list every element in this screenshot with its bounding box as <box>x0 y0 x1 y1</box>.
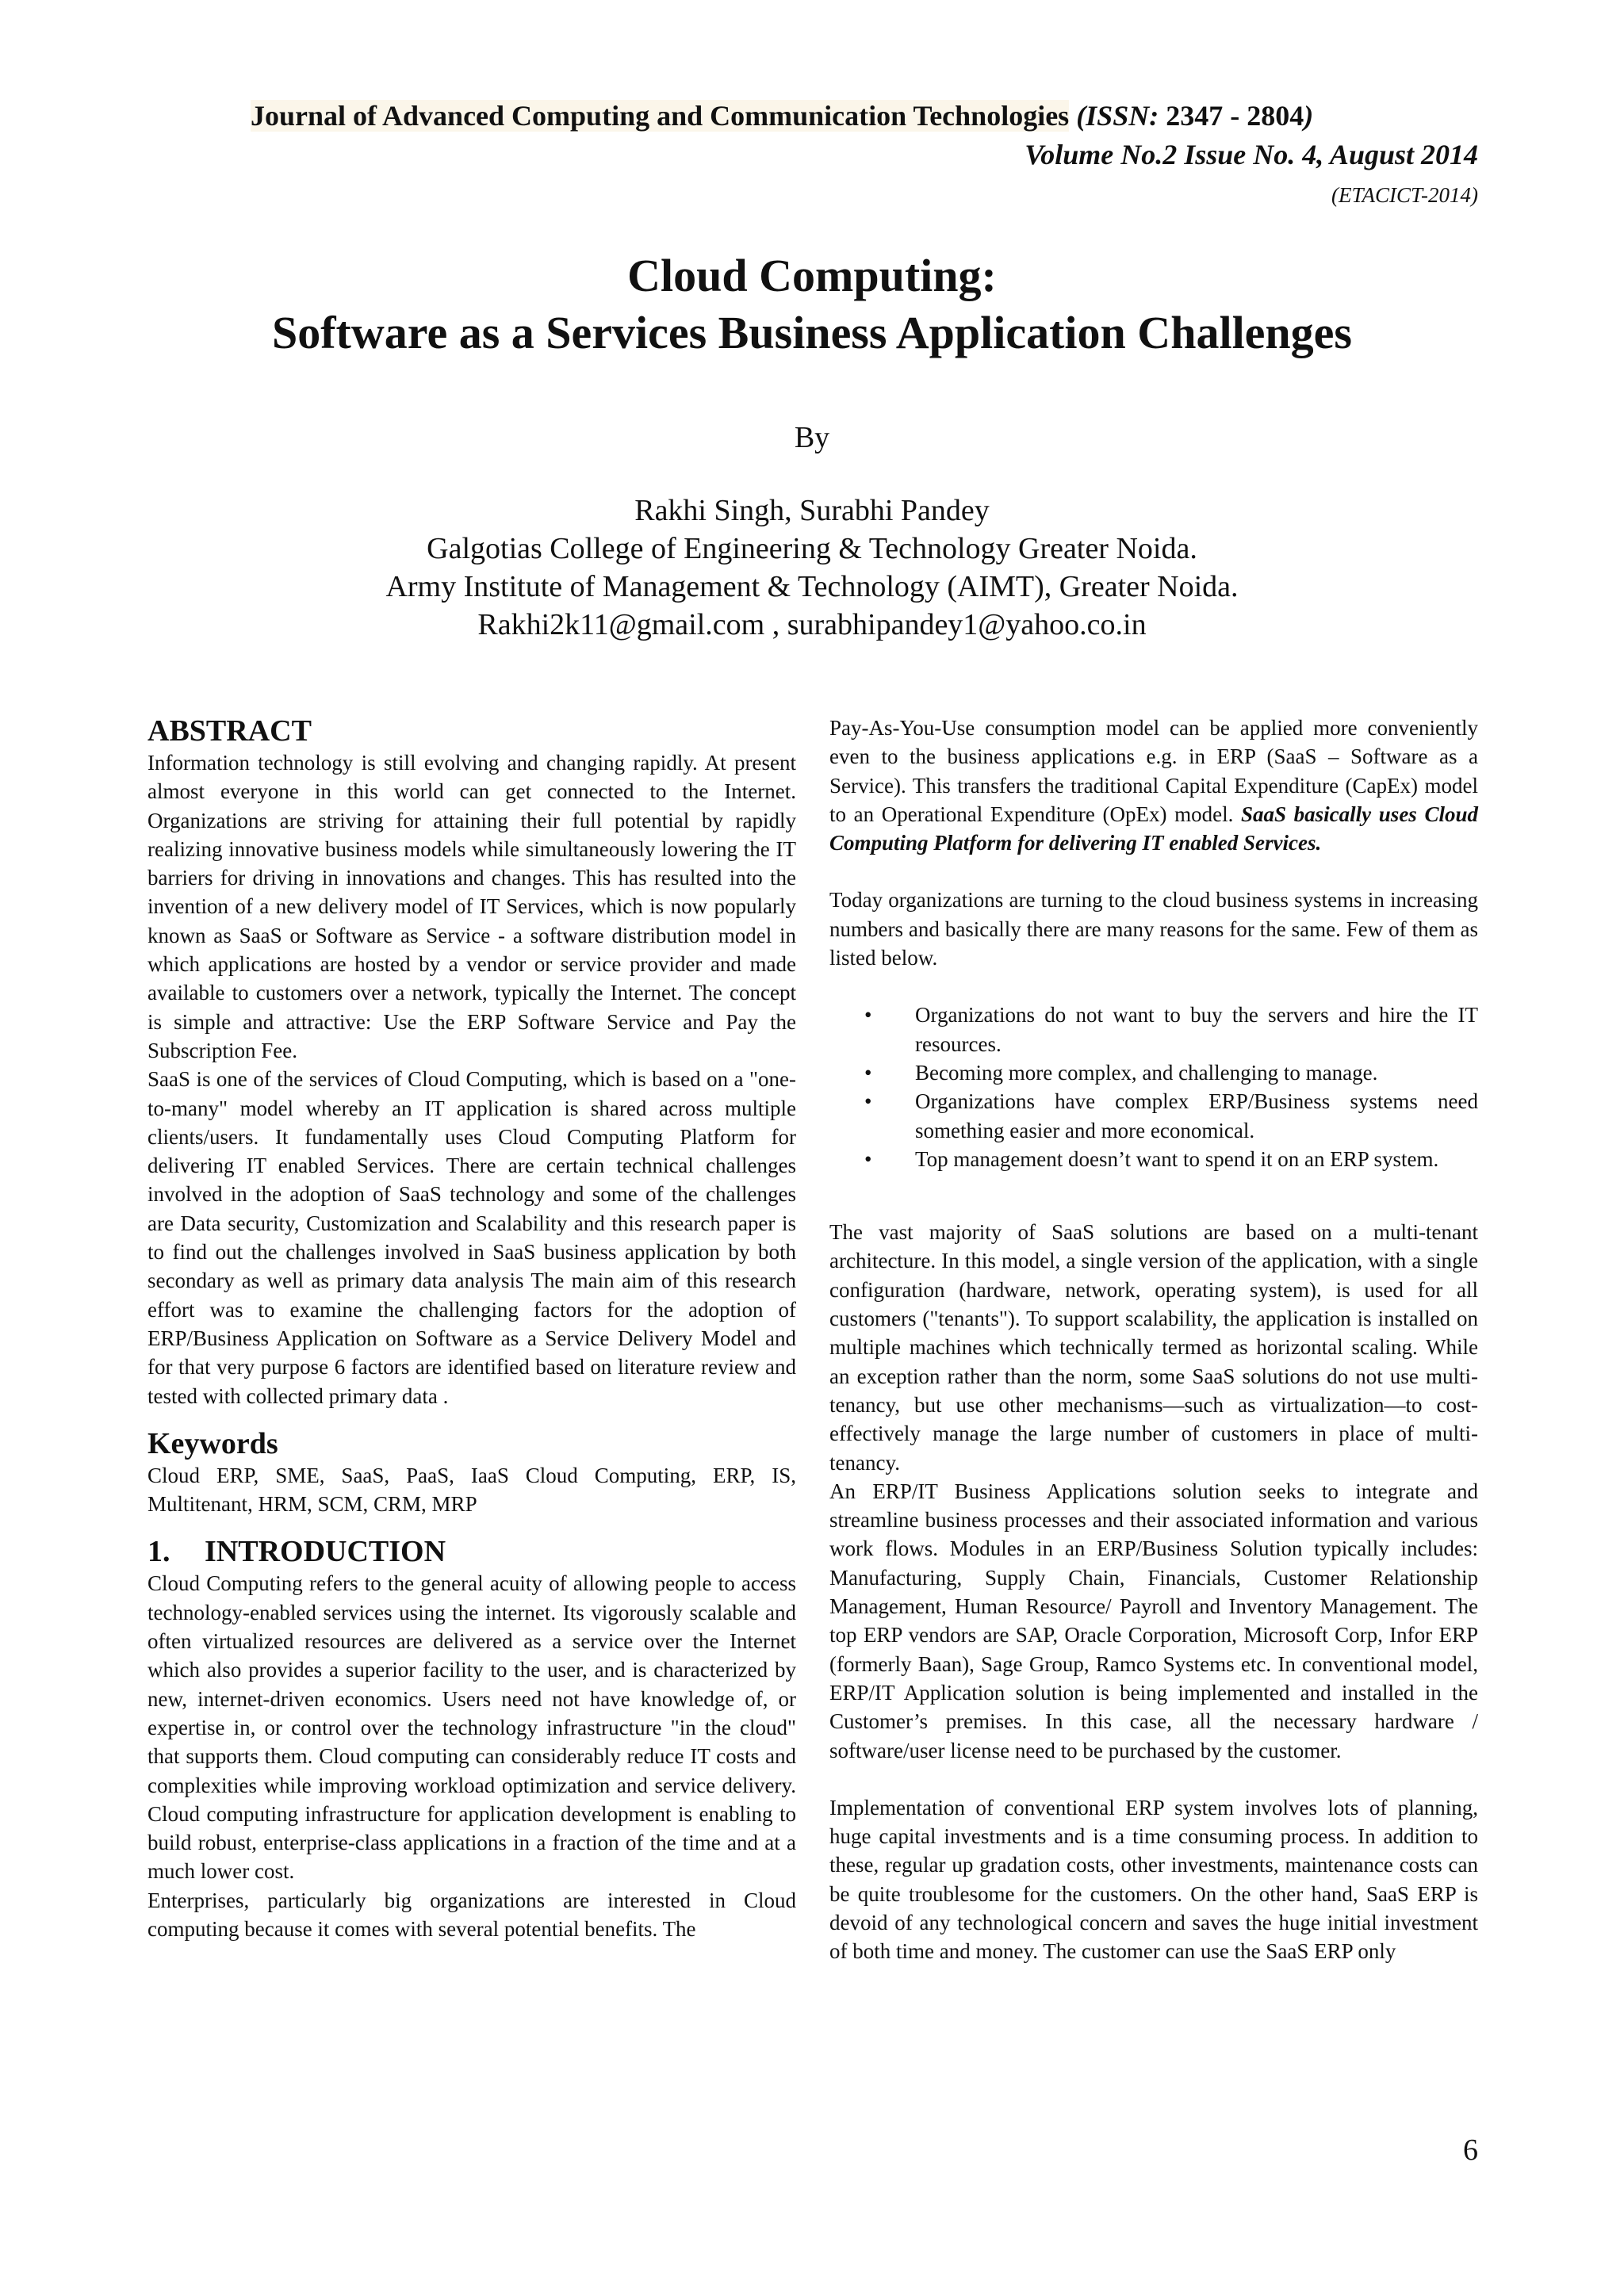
page-number: 6 <box>1463 2133 1478 2167</box>
right-column <box>829 714 1478 1966</box>
abstract-heading: ABSTRACT <box>147 714 312 748</box>
keywords-text: Cloud ERP, SME, SaaS, PaaS, IaaS Cloud Computing, ERP, IS, Multitenant, HRM, SCM, CRM, MRP <box>147 1463 796 1517</box>
reasons-list <box>829 1001 1478 1173</box>
by-line: By <box>794 421 830 454</box>
list-item-text: Organizations do not want to buy the servers and hire the IT resources. <box>915 1003 1478 1056</box>
list-item-text: Top management doesn’t want to spend it on an ERP system. <box>915 1146 1439 1171</box>
list-item-text: Becoming more complex, and challenging to manage. <box>915 1060 1378 1085</box>
title-line-1: Cloud Computing: <box>627 250 997 301</box>
paper-title <box>0 247 1624 362</box>
volume-issue: Volume No.2 Issue No. 4, August 2014 <box>1025 139 1478 170</box>
bullet-icon: • <box>864 1146 872 1171</box>
abstract-paragraph-2: SaaS is one of the services of Cloud Computing, which is based on a "one-to-many" model whereby an IT application is shared across multiple clients/users. It fundamentally uses Cloud Computing Platform for delivering IT enabled Services. There are certain technical challenges involved in the adoption of SaaS technology and some of the challenges are Data security, Customization and Scalability and this research paper is to find out the challenges involved in SaaS business application by both secondary as well as primary data analysis The main aim of this research effort was to examine the challenging factors for the adoption of ERP/Business Application on Software as a Service Delivery Model and for that very purpose 6 factors are identified based on literature review and tested with collected primary data . <box>147 1067 796 1408</box>
keywords-heading: Keywords <box>147 1426 278 1460</box>
list-item <box>829 1058 1478 1087</box>
author-emails: Rakhi2k11@gmail.com , surabhipandey1@yahoo.co.in <box>477 608 1147 641</box>
journal-header <box>251 97 1480 135</box>
author-block <box>0 492 1624 644</box>
introduction-heading <box>147 1534 796 1569</box>
conference-tag: (ETACICT-2014) <box>1331 183 1478 207</box>
author-names: Rakhi Singh, Surabhi Pandey <box>634 494 990 527</box>
abstract-paragraph-1: Information technology is still evolving and changing rapidly. At present almost everyone in this world can get connected to the Internet. Organizations are striving for attaining their full potential by rapidly realizing innovative business models while simultaneously lowering the IT barriers for driving in innovations and changes. This has resulted into the invention of a new delivery model of IT Services, which is now popularly known as SaaS or Software as Service - a software distribution model in which applications are hosted by a vendor or service provider and made available to customers over a network, typically the Internet. The concept is simple and attractive: Use the ERP Software Service and Pay the Subscription Fee. <box>147 751 796 1062</box>
affiliation-1: Galgotias College of Engineering & Technology Greater Noida. <box>427 532 1197 565</box>
section-number: 1. <box>147 1535 170 1569</box>
introduction-paragraph-2: Enterprises, particularly big organizations are interested in Cloud computing because it comes with several potential benefits. The <box>147 1888 796 1941</box>
journal-name: Journal of Advanced Computing and Communication Technologies <box>251 100 1070 132</box>
title-line-2: Software as a Services Business Application Challenges <box>271 307 1352 358</box>
list-item <box>829 1145 1478 1173</box>
right-paragraph-4: An ERP/IT Business Applications solution seeks to integrate and streamline business processes and their associated information and various work flows. Modules in an ERP/Business Solution typically includes: Manufacturing, Supply Chain, Financials, Customer Relationship Management, Human Resource/ Payroll and Inventory Management. The top ERP vendors are SAP, Oracle Corporation, Microsoft Corp, Infor ERP (formerly Baan), Sage Group, Ramco Systems etc. In conventional model, ERP/IT Application solution is being implemented and installed in the Customer’s premises. In this case, all the necessary hardware / software/user license need to be purchased by the customer. <box>829 1479 1478 1762</box>
right-paragraph-3: The vast majority of SaaS solutions are based on a multi-tenant architecture. In this model, a single version of the application, with a single configuration (hardware, network, operating system), is used for all customers ("tenants"). To support scalability, the application is installed on multiple machines which technically termed as horizontal scaling. While an exception rather than the norm, some SaaS solutions do not use multi-tenancy, but use other mechanisms—such as virtualization—to cost-effectively manage the large number of customers in place of multi-tenancy. <box>829 1220 1478 1475</box>
issn-label: (ISSN: <box>1076 100 1159 132</box>
right-paragraph-1-text: Pay-As-You-Use consumption model can be applied more conveniently even to the business applications e.g. in ERP (SaaS – Software as a Service). This transfers the traditional Capital Expenditure (CapEx) model to an Operational Expenditure (OpEx) model. <box>829 716 1478 826</box>
right-paragraph-1-emphasis: SaaS basically uses Cloud Computing Platform for delivering IT enabled Services. <box>829 802 1478 855</box>
section-title: INTRODUCTION <box>205 1535 446 1569</box>
introduction-paragraph-1: Cloud Computing refers to the general acuity of allowing people to access technology-enabled services using the internet. Its vigorously scalable and often virtualized resources are delivered as a service over the Internet which also provides a superior facility to the user, and is characterized by new, internet-driven economics. Users need not have knowledge of, or expertise in, or control over the technology infrastructure "in the cloud" that supports them. Cloud computing can considerably reduce IT costs and complexities while improving workload optimization and service delivery. Cloud computing infrastructure for application development is enabling to build robust, enterprise-class applications in a fraction of the time and at a much lower cost. <box>147 1571 796 1884</box>
left-column <box>147 714 796 1943</box>
bullet-icon: • <box>864 1060 872 1085</box>
issn-number: 2347 - 2804 <box>1159 100 1304 132</box>
issn-close: ) <box>1304 100 1314 132</box>
affiliation-2: Army Institute of Management & Technology (AIMT), Greater Noida. <box>385 570 1239 603</box>
list-item <box>829 1087 1478 1145</box>
bullet-icon: • <box>864 1003 872 1027</box>
list-item <box>829 1001 1478 1058</box>
bullet-icon: • <box>864 1089 872 1114</box>
list-item-text: Organizations have complex ERP/Business systems need something easier and more economical. <box>915 1089 1478 1142</box>
right-paragraph-2: Today organizations are turning to the cloud business systems in increasing numbers and basically there are many reasons for the same. Few of them as listed below. <box>829 888 1478 970</box>
right-paragraph-1 <box>829 714 1478 857</box>
right-paragraph-5: Implementation of conventional ERP system involves lots of planning, huge capital investments and is a time consuming process. In addition to these, regular up gradation costs, other investments, maintenance costs can be quite troublesome for the customers. On the other hand, SaaS ERP is devoid of any technological concern and saves the huge initial investment of both time and money. The customer can use the SaaS ERP only <box>829 1795 1478 1964</box>
